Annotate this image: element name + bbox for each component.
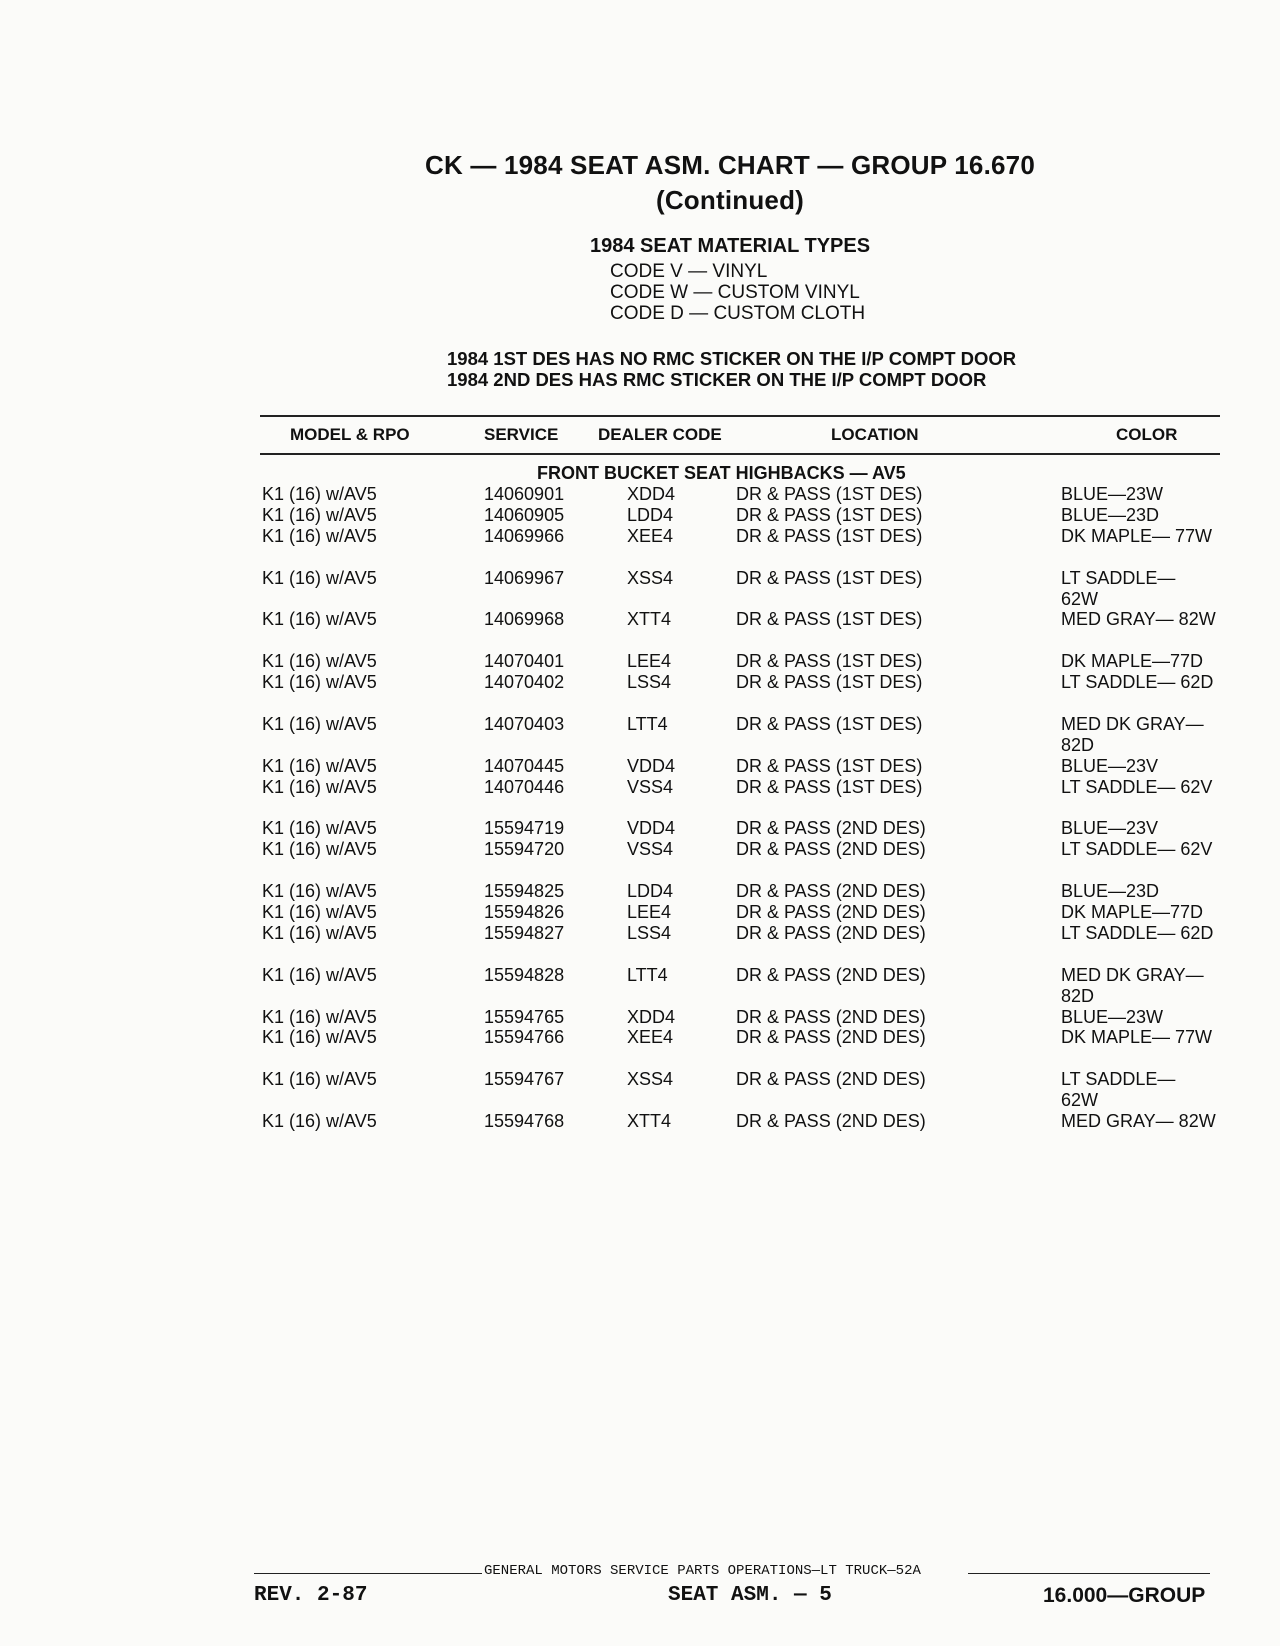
cell-location: DR & PASS (1ST DES): [736, 504, 923, 525]
cell-service: 14070403: [484, 713, 565, 734]
cell-model: K1 (16) w/AV5: [262, 525, 377, 546]
material-code-w: CODE W — CUSTOM VINYL: [610, 282, 860, 303]
cell-model: K1 (16) w/AV5: [262, 839, 377, 860]
cell-service: 15594719: [484, 818, 565, 839]
cell-color: DK MAPLE— 77W: [1061, 1027, 1213, 1048]
table-top-rule: [260, 415, 1220, 417]
cell-service: 14069967: [484, 567, 565, 588]
cell-dealer-code: LDD4: [627, 504, 674, 525]
cell-dealer-code: LTT4: [627, 713, 668, 734]
cell-color: BLUE—23W: [1061, 484, 1164, 504]
cell-dealer-code: LTT4: [627, 964, 668, 985]
cell-service: 14070445: [484, 755, 565, 776]
cell-location: DR & PASS (1ST DES): [736, 567, 923, 588]
cell-color: LT SADDLE— 62D: [1061, 922, 1214, 943]
cell-service: 14069968: [484, 609, 565, 630]
cell-service: 14060905: [484, 504, 565, 525]
cell-color: MED DK GRAY— 82D: [1061, 713, 1204, 755]
cell-service: 14069966: [484, 525, 565, 546]
material-code-v: CODE V — VINYL: [610, 261, 768, 282]
cell-location: DR & PASS (1ST DES): [736, 776, 923, 797]
cell-service: 15594768: [484, 1111, 565, 1131]
cell-dealer-code: VDD4: [627, 755, 676, 776]
cell-color: MED GRAY— 82W: [1061, 1111, 1216, 1131]
cell-dealer-code: XEE4: [627, 525, 674, 546]
cell-location: DR & PASS (2ND DES): [736, 881, 926, 902]
cell-model: K1 (16) w/AV5: [262, 881, 377, 902]
cell-model: K1 (16) w/AV5: [262, 755, 377, 776]
note-1st-des: 1984 1ST DES HAS NO RMC STICKER ON THE I/P COMPT DOOR: [447, 348, 1017, 369]
cell-color: LT SADDLE— 62W: [1061, 1069, 1176, 1111]
cell-model: K1 (16) w/AV5: [262, 713, 377, 734]
col-header-location: LOCATION: [831, 425, 919, 444]
cell-location: DR & PASS (2ND DES): [736, 922, 926, 943]
cell-dealer-code: XSS4: [627, 1069, 674, 1090]
cell-service: 14070446: [484, 776, 565, 797]
cell-dealer-code: LEE4: [627, 902, 672, 922]
cell-location: DR & PASS (2ND DES): [736, 818, 926, 839]
cell-color: BLUE—23D: [1061, 504, 1160, 525]
cell-model: K1 (16) w/AV5: [262, 818, 377, 839]
cell-dealer-code: LDD4: [627, 881, 674, 902]
cell-color: BLUE—23V: [1061, 818, 1159, 839]
cell-model: K1 (16) w/AV5: [262, 567, 377, 588]
cell-color: BLUE—23D: [1061, 881, 1160, 902]
cell-service: 15594827: [484, 922, 565, 943]
footer-rule-left: [254, 1573, 482, 1574]
cell-model: K1 (16) w/AV5: [262, 902, 377, 922]
cell-model: K1 (16) w/AV5: [262, 484, 377, 504]
cell-service: 15594720: [484, 839, 565, 860]
cell-location: DR & PASS (1ST DES): [736, 651, 923, 672]
cell-dealer-code: LSS4: [627, 922, 672, 943]
col-header-color: COLOR: [1116, 425, 1178, 444]
cell-color: BLUE—23W: [1061, 1006, 1164, 1027]
cell-color: BLUE—23V: [1061, 755, 1159, 776]
cell-location: DR & PASS (2ND DES): [736, 902, 926, 922]
footer-revision: REV. 2-87: [254, 1584, 368, 1607]
cell-model: K1 (16) w/AV5: [262, 964, 377, 985]
cell-dealer-code: VSS4: [627, 776, 674, 797]
cell-dealer-code: XDD4: [627, 484, 676, 504]
cell-model: K1 (16) w/AV5: [262, 776, 377, 797]
cell-location: DR & PASS (1ST DES): [736, 484, 923, 504]
cell-dealer-code: XEE4: [627, 1027, 674, 1048]
col-header-model: MODEL & RPO: [290, 425, 410, 444]
cell-model: K1 (16) w/AV5: [262, 1027, 377, 1048]
cell-location: DR & PASS (2ND DES): [736, 1027, 926, 1048]
cell-color: LT SADDLE— 62D: [1061, 672, 1214, 693]
cell-color: MED GRAY— 82W: [1061, 609, 1216, 630]
footer-page: SEAT ASM. — 5: [668, 1584, 832, 1607]
section-heading: FRONT BUCKET SEAT HIGHBACKS — AV5: [537, 463, 906, 483]
cell-model: K1 (16) w/AV5: [262, 672, 377, 693]
page-title: CK — 1984 SEAT ASM. CHART — GROUP 16.670: [424, 150, 1035, 180]
cell-service: 15594767: [484, 1069, 565, 1090]
cell-service: 15594828: [484, 964, 565, 985]
cell-service: 15594765: [484, 1006, 565, 1027]
col-header-dealer-code: DEALER CODE: [598, 425, 722, 444]
cell-model: K1 (16) w/AV5: [262, 922, 377, 943]
cell-location: DR & PASS (1ST DES): [736, 755, 923, 776]
cell-service: 14070402: [484, 672, 565, 693]
cell-service: 14070401: [484, 651, 565, 672]
material-code-d: CODE D — CUSTOM CLOTH: [610, 303, 866, 324]
cell-color: DK MAPLE—77D: [1061, 902, 1204, 922]
cell-color: MED DK GRAY— 82D: [1061, 964, 1204, 1006]
footer-group: 16.000—GROUP: [1043, 1584, 1206, 1607]
cell-service: 15594766: [484, 1027, 565, 1048]
material-types-heading: 1984 SEAT MATERIAL TYPES: [590, 235, 871, 257]
cell-service: 14060901: [484, 484, 565, 504]
cell-dealer-code: XTT4: [627, 1111, 672, 1131]
footer-publisher: GENERAL MOTORS SERVICE PARTS OPERATIONS—LT TRUCK—52A: [484, 1563, 921, 1579]
footer-rule-right: [968, 1573, 1210, 1574]
col-header-service: SERVICE: [484, 425, 559, 444]
cell-model: K1 (16) w/AV5: [262, 609, 377, 630]
cell-location: DR & PASS (1ST DES): [736, 672, 923, 693]
cell-model: K1 (16) w/AV5: [262, 1069, 377, 1090]
cell-location: DR & PASS (2ND DES): [736, 964, 926, 985]
cell-color: LT SADDLE— 62W: [1061, 567, 1176, 609]
cell-dealer-code: LSS4: [627, 672, 672, 693]
note-2nd-des: 1984 2ND DES HAS RMC STICKER ON THE I/P COMPT DOOR: [447, 369, 987, 390]
cell-model: K1 (16) w/AV5: [262, 651, 377, 672]
cell-location: DR & PASS (2ND DES): [736, 1006, 926, 1027]
cell-location: DR & PASS (2ND DES): [736, 839, 926, 860]
cell-service: 15594826: [484, 902, 565, 922]
cell-location: DR & PASS (2ND DES): [736, 1111, 926, 1131]
cell-model: K1 (16) w/AV5: [262, 1006, 377, 1027]
cell-dealer-code: LEE4: [627, 651, 672, 672]
cell-color: DK MAPLE—77D: [1061, 651, 1204, 672]
cell-location: DR & PASS (1ST DES): [736, 609, 923, 630]
cell-dealer-code: XTT4: [627, 609, 672, 630]
cell-service: 15594825: [484, 881, 565, 902]
table-header-rule: [260, 453, 1220, 455]
cell-model: K1 (16) w/AV5: [262, 504, 377, 525]
cell-location: DR & PASS (1ST DES): [736, 713, 923, 734]
cell-model: K1 (16) w/AV5: [262, 1111, 377, 1131]
cell-dealer-code: XSS4: [627, 567, 674, 588]
cell-color: LT SADDLE— 62V: [1061, 776, 1213, 797]
cell-dealer-code: XDD4: [627, 1006, 676, 1027]
cell-color: LT SADDLE— 62V: [1061, 839, 1213, 860]
cell-location: DR & PASS (1ST DES): [736, 525, 923, 546]
cell-color: DK MAPLE— 77W: [1061, 525, 1213, 546]
cell-dealer-code: VSS4: [627, 839, 674, 860]
page-subtitle: (Continued): [655, 185, 805, 215]
cell-location: DR & PASS (2ND DES): [736, 1069, 926, 1090]
cell-dealer-code: VDD4: [627, 818, 676, 839]
